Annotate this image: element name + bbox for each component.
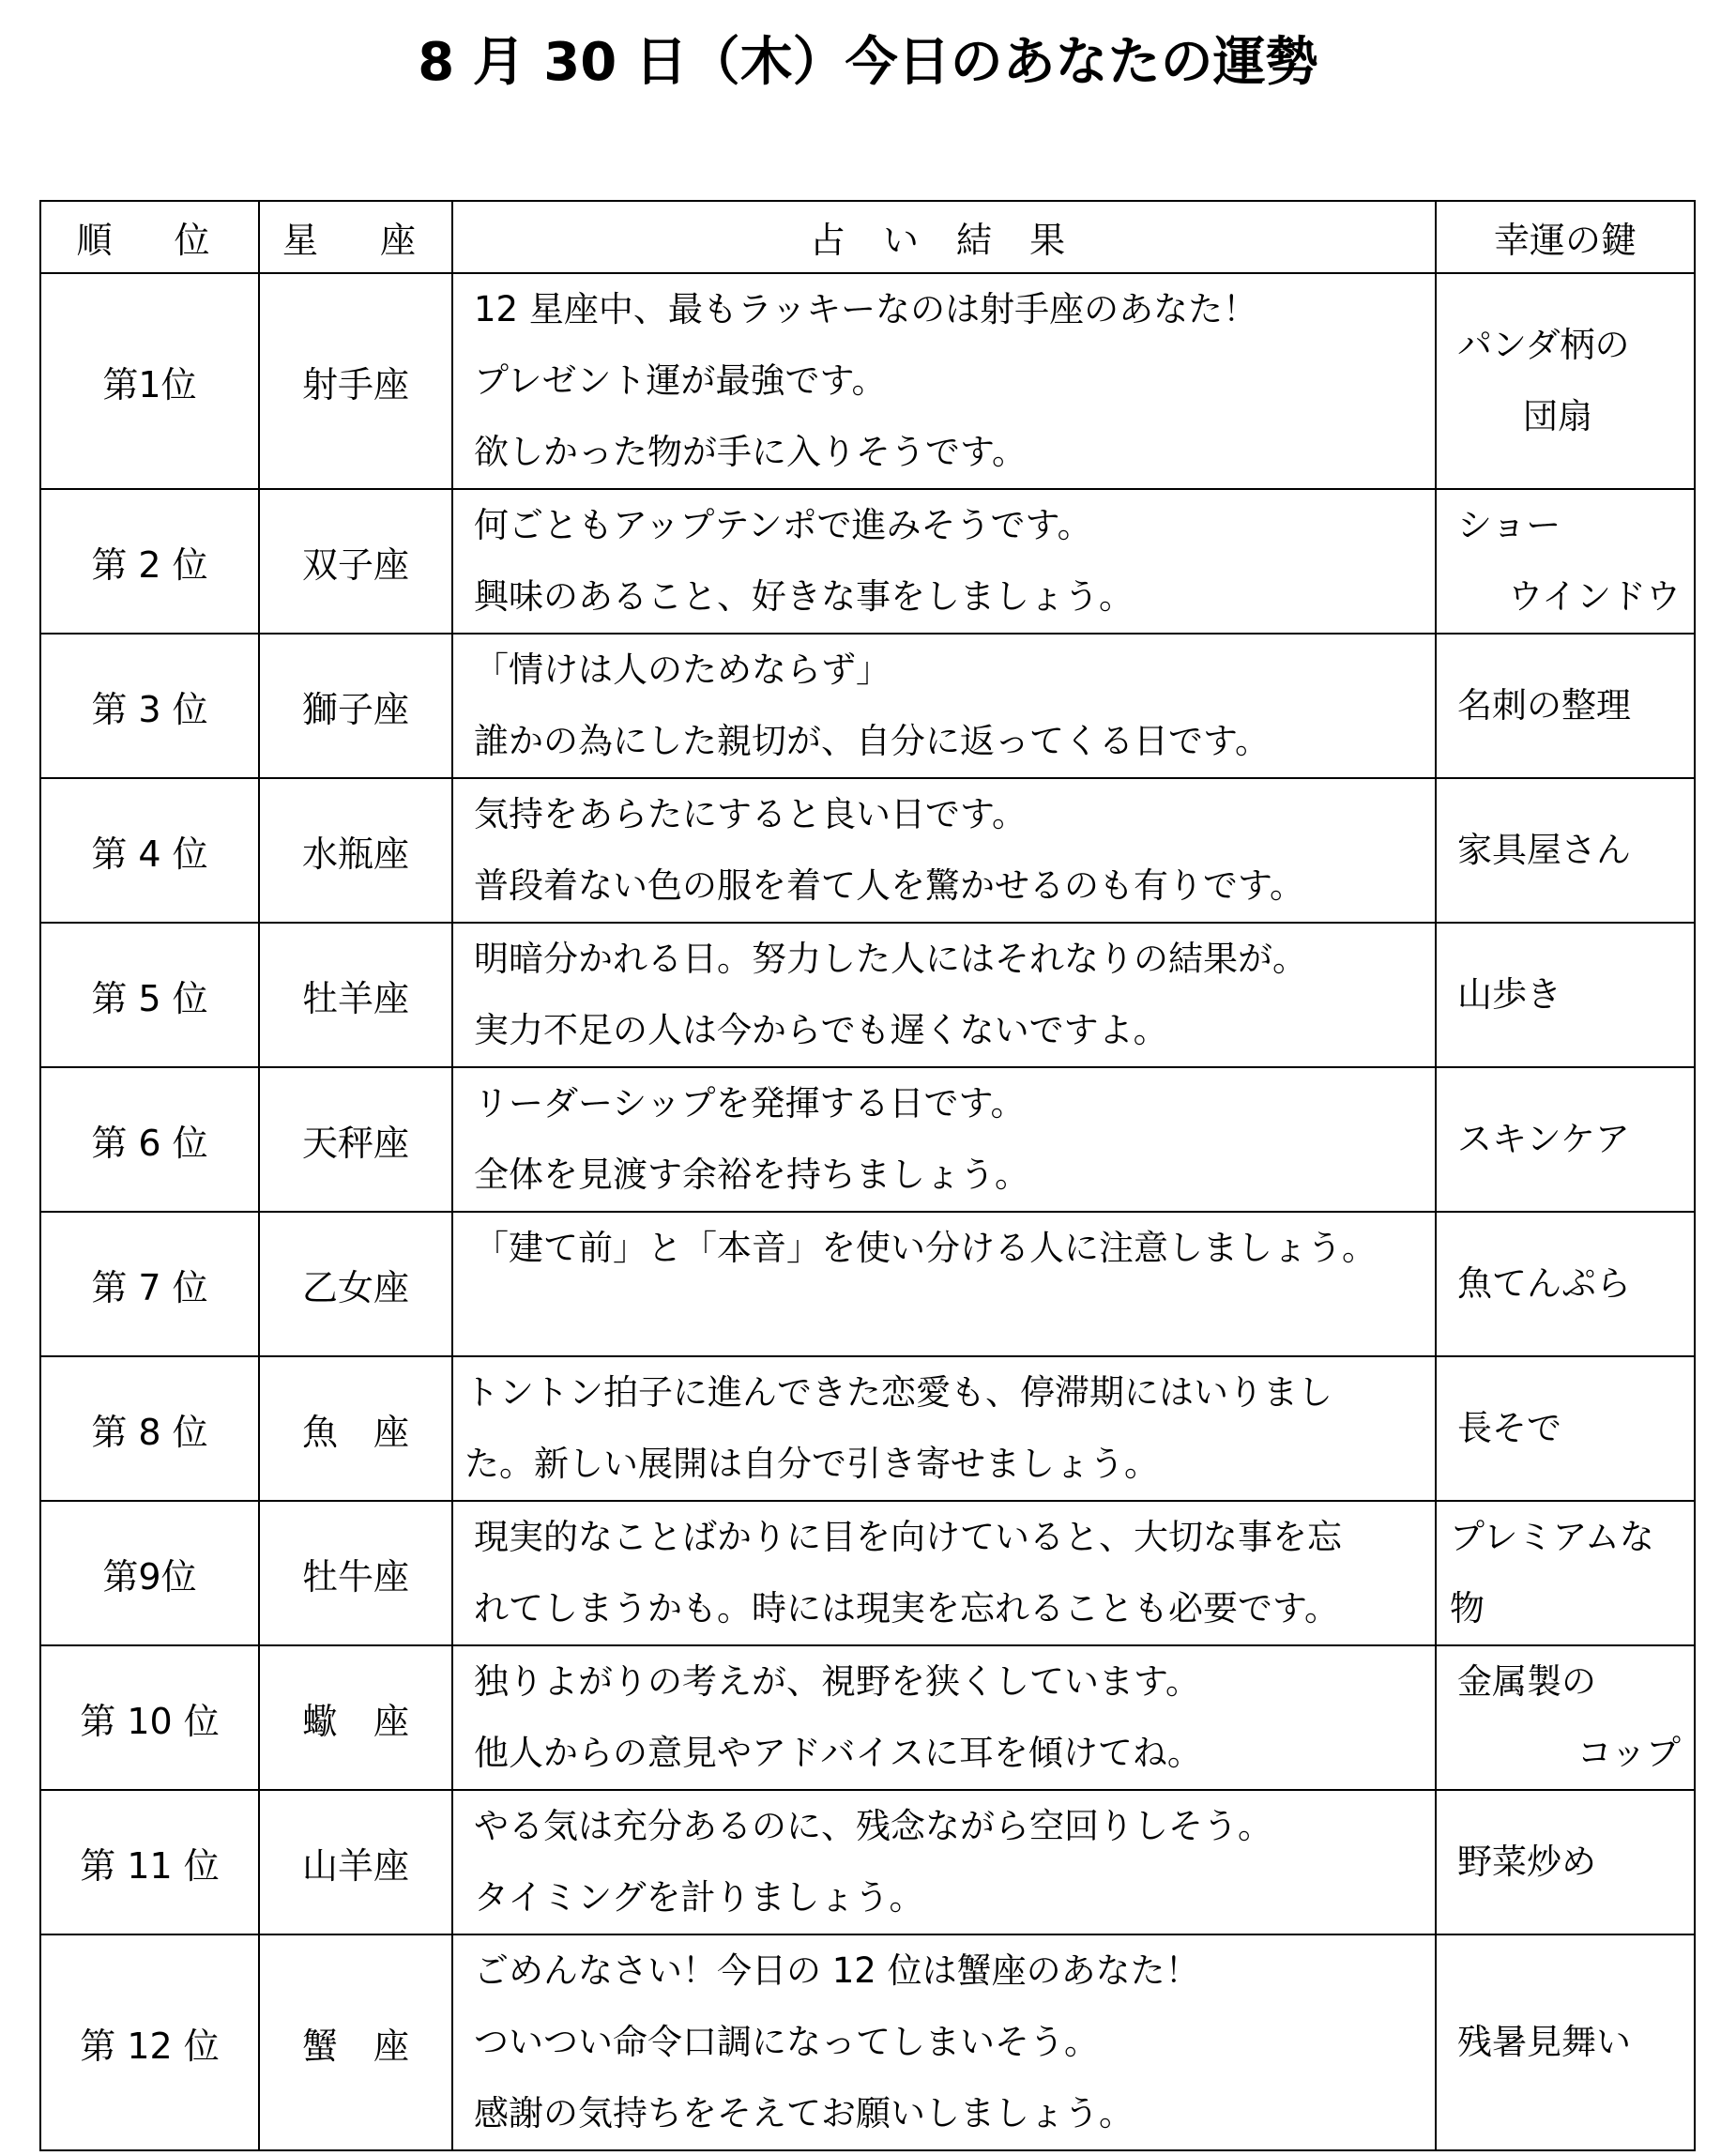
result-line bbox=[474, 1284, 1425, 1355]
lucky-key-cell bbox=[1436, 489, 1695, 634]
result-cell bbox=[452, 273, 1436, 489]
result-cell bbox=[452, 1501, 1436, 1645]
result-line: 興味のあること、好きな事をしましょう。 bbox=[474, 576, 1134, 617]
lucky-key-cell bbox=[1436, 923, 1695, 1067]
rank-cell: 第 11 位 bbox=[40, 1790, 259, 1934]
sign-cell: 魚 座 bbox=[259, 1356, 452, 1501]
result-line: 実力不足の人は今からでも遅くないですよ。 bbox=[474, 1010, 1168, 1050]
result-line: 感謝の気持ちをそえてお願いしましょう。 bbox=[474, 2093, 1134, 2133]
lucky-key-line: 残暑見舞い bbox=[1457, 2022, 1631, 2062]
sign-cell: 天秤座 bbox=[259, 1067, 452, 1212]
result-cell bbox=[452, 1934, 1436, 2150]
result-line: やる気は充分あるのに、残念ながら空回りしそう。 bbox=[474, 1806, 1272, 1846]
result-line: 欲しかった物が手に入りそうです。 bbox=[474, 432, 1028, 472]
lucky-key-line: パンダ柄の bbox=[1457, 325, 1630, 365]
lucky-key-cell bbox=[1436, 273, 1695, 489]
result-line: ごめんなさい！今日の 12 位は蟹座のあなた！ bbox=[474, 1950, 1200, 1991]
lucky-key-cell bbox=[1436, 1067, 1695, 1212]
lucky-key-line: スキンケア bbox=[1457, 1119, 1630, 1159]
lucky-key-cell bbox=[1436, 1934, 1695, 2150]
sign-cell: 山羊座 bbox=[259, 1790, 452, 1934]
result-line: 気持をあらたにすると良い日です。 bbox=[474, 794, 1028, 834]
rank-cell: 第 10 位 bbox=[40, 1645, 259, 1790]
rank-cell: 第 4 位 bbox=[40, 778, 259, 923]
table-row bbox=[40, 489, 1695, 634]
sign-cell: 蠍 座 bbox=[259, 1645, 452, 1790]
lucky-key-line: コップ bbox=[1576, 1733, 1681, 1773]
result-line: 「情けは人のためならず」 bbox=[474, 650, 891, 690]
result-line: ついつい命令口調になってしまいそう。 bbox=[474, 2022, 1099, 2062]
sign-cell: 蟹 座 bbox=[259, 1934, 452, 2150]
lucky-key-line: 山歩き bbox=[1457, 974, 1561, 1015]
lucky-key-cell bbox=[1436, 778, 1695, 923]
sign-cell: 水瓶座 bbox=[259, 778, 452, 923]
result-line: プレゼント運が最強です。 bbox=[474, 360, 887, 401]
result-line: 全体を見渡す余裕を持ちましょう。 bbox=[474, 1154, 1029, 1195]
result-line: リーダーシップを発揮する日です。 bbox=[474, 1083, 1026, 1124]
result-line: 現実的なことばかりに目を向けていると、大切な事を忘 bbox=[474, 1517, 1342, 1557]
result-cell bbox=[452, 1212, 1436, 1356]
result-line: 何ごともアップテンポで進みそうです。 bbox=[474, 505, 1092, 545]
result-line: 明暗分かれる日。努力した人にはそれなりの結果が。 bbox=[474, 939, 1307, 979]
table-row bbox=[40, 1356, 1695, 1501]
header-result: 占 い 結 果 bbox=[452, 201, 1436, 273]
table-row bbox=[40, 1934, 1695, 2150]
result-cell bbox=[452, 1356, 1436, 1501]
table-row bbox=[40, 1645, 1695, 1790]
lucky-key-line: ウインドウ bbox=[1508, 576, 1681, 617]
lucky-key-line: 家具屋さん bbox=[1457, 830, 1631, 870]
rank-cell: 第 8 位 bbox=[40, 1356, 259, 1501]
lucky-key-line: ショー bbox=[1457, 505, 1561, 545]
result-cell bbox=[452, 634, 1436, 778]
lucky-key-line: プレミアムな bbox=[1450, 1517, 1654, 1557]
result-line: 独りよがりの考えが、視野を狭くしています。 bbox=[474, 1661, 1201, 1702]
fortune-table bbox=[39, 200, 1696, 2151]
result-line: 誰かの為にした親切が、自分に返ってくる日です。 bbox=[474, 721, 1271, 761]
table-row bbox=[40, 634, 1695, 778]
header-rank: 順 位 bbox=[40, 201, 259, 273]
page-title: 8 月 30 日（木）今日のあなたの運勢 bbox=[418, 32, 1318, 93]
sign-cell: 獅子座 bbox=[259, 634, 452, 778]
sign-cell: 牡羊座 bbox=[259, 923, 452, 1067]
lucky-key-cell bbox=[1436, 1501, 1695, 1645]
result-line: た。新しい展開は自分で引き寄せましょう。 bbox=[464, 1444, 1159, 1484]
table-row bbox=[40, 923, 1695, 1067]
lucky-key-line: 金属製の bbox=[1457, 1661, 1596, 1702]
header-sign: 星 座 bbox=[259, 201, 452, 273]
lucky-key-line: 魚てんぷら bbox=[1457, 1263, 1631, 1304]
lucky-key-cell bbox=[1436, 1212, 1695, 1356]
rank-cell: 第 12 位 bbox=[40, 1934, 259, 2150]
result-cell bbox=[452, 923, 1436, 1067]
lucky-key-line: 野菜炒め bbox=[1457, 1842, 1596, 1882]
result-cell bbox=[452, 778, 1436, 923]
lucky-key-cell bbox=[1436, 1790, 1695, 1934]
lucky-key-cell bbox=[1436, 634, 1695, 778]
lucky-key-line: 名刺の整理 bbox=[1457, 685, 1631, 726]
rank-cell: 第 7 位 bbox=[40, 1212, 259, 1356]
result-line: 他人からの意見やアドバイスに耳を傾けてね。 bbox=[474, 1733, 1202, 1773]
lucky-key-cell bbox=[1436, 1645, 1695, 1790]
sign-cell: 牡牛座 bbox=[259, 1501, 452, 1645]
rank-cell: 第 5 位 bbox=[40, 923, 259, 1067]
result-line: タイミングを計りましょう。 bbox=[474, 1877, 924, 1918]
lucky-key-cell bbox=[1436, 1356, 1695, 1501]
table-row bbox=[40, 778, 1695, 923]
rank-cell: 第 6 位 bbox=[40, 1067, 259, 1212]
rank-cell: 第 3 位 bbox=[40, 634, 259, 778]
rank-cell: 第9位 bbox=[40, 1501, 259, 1645]
header-lucky-key: 幸運の鍵 bbox=[1436, 201, 1695, 273]
rank-cell: 第1位 bbox=[40, 273, 259, 489]
table-row bbox=[40, 273, 1695, 489]
lucky-key-line: 物 bbox=[1450, 1588, 1485, 1628]
result-cell bbox=[452, 1645, 1436, 1790]
result-line: 「建て前」と「本音」を使い分ける人に注意しましょう。 bbox=[474, 1228, 1377, 1268]
table-row bbox=[40, 1790, 1695, 1934]
rank-cell: 第 2 位 bbox=[40, 489, 259, 634]
lucky-key-line: 長そで bbox=[1457, 1408, 1561, 1448]
result-line: 普段着ない色の服を着て人を驚かせるのも有りです。 bbox=[474, 865, 1305, 906]
result-cell bbox=[452, 1790, 1436, 1934]
result-line: 12 星座中、最もラッキーなのは射手座のあなた！ bbox=[474, 289, 1258, 329]
sign-cell: 乙女座 bbox=[259, 1212, 452, 1356]
result-line: トントン拍子に進んできた恋愛も、停滞期にはいりまし bbox=[464, 1372, 1332, 1413]
lucky-key-line: 団扇 bbox=[1523, 396, 1592, 436]
result-cell bbox=[452, 1067, 1436, 1212]
table-row bbox=[40, 1067, 1695, 1212]
header-row bbox=[40, 201, 1695, 273]
table-row bbox=[40, 1501, 1695, 1645]
result-line: れてしまうかも。時には現実を忘れることも必要です。 bbox=[474, 1588, 1340, 1628]
result-cell bbox=[452, 489, 1436, 634]
sign-cell: 射手座 bbox=[259, 273, 452, 489]
sign-cell: 双子座 bbox=[259, 489, 452, 634]
table-row bbox=[40, 1212, 1695, 1356]
